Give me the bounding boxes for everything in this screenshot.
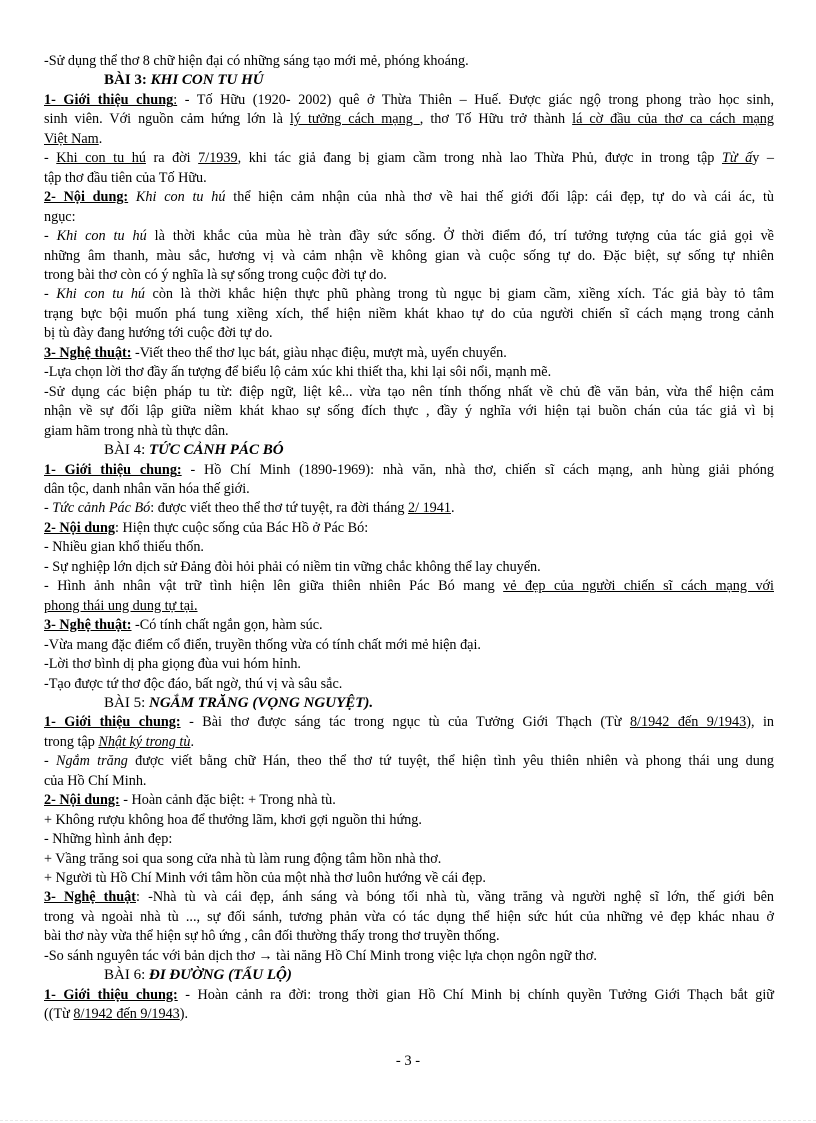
bai5-noidung-label: 2- Nội dung: (44, 792, 120, 809)
bai3-noidung-line2: ngục: (44, 208, 76, 225)
bai4-nghethuat-line1: 3- Nghệ thuật: -Có tính chất ngắn gọn, hàm súc. (44, 617, 323, 634)
right-arrow-icon: → (258, 947, 273, 964)
bai4-noidung-line1: 2- Nội dung: Hiện thực cuộc sống của Bác Hồ ở Pác Bó: (44, 519, 369, 536)
bai3-noidung-line5: trong bài thơ còn có ý nghĩa là sự sống trong cuộc đời tự do. (44, 266, 387, 283)
bai3-gioithieu-line4: - Khi con tu hú ra đời 7/1939, khi tác giả đang bị giam cầm trong nhà lao Thừa Phủ, được in trong tập Từ ấy – (44, 150, 774, 167)
bai6-gioithieu-line1: 1- Giới thiệu chung: - Hoàn cảnh ra đời: trong thời gian Hồ Chí Minh bị chính quyền Tưởng Giới Thạch bắt giữ (44, 986, 774, 1003)
bai3-gioithieu-line5: tập thơ đầu tiên của Tố Hữu. (44, 169, 207, 186)
bai3-noidung-label: 2- Nội dung: (44, 189, 129, 206)
bai5-noidung-line5: + Người tù Hồ Chí Minh với tâm hồn của một nhà thơ luôn hướng về cái đẹp. (44, 870, 486, 887)
bai5-noidung-line3: - Những hình ảnh đẹp: (44, 831, 173, 848)
page-bottom-divider (0, 1120, 816, 1121)
bai3-gioithieu-line1: 1- Giới thiệu chung: - Tố Hữu (1920- 2002) quê ở Thừa Thiên – Huế. Được giác ngộ trong phong trào học sinh, (44, 91, 774, 108)
bai4-noidung-line3: - Sự nghiệp lớn dịch sử Đảng đòi hỏi phải có niềm tin vững chắc không thể lay chuyển. (44, 558, 541, 575)
bai3-heading: BÀI 3: KHI CON TU HÚ (104, 72, 264, 89)
bai3-noidung-line8: bị tù đày đang hướng tới cuộc đời tự do. (44, 325, 273, 342)
bai4-nghethuat-label: 3- Nghệ thuật: (44, 617, 132, 634)
bai3-gioithieu-line2: sinh viên. Với nguồn cảm hứng lớn là lý tưởng cách mạng , thơ Tố Hữu trở thành lá cờ đầu của thơ ca cách mạng (44, 111, 774, 128)
bai4-gioithieu-line1: 1- Giới thiệu chung: - Hồ Chí Minh (1890-1969): nhà văn, nhà thơ, chiến sĩ cách mạng, anh hùng giải phóng (44, 461, 774, 478)
bai5-nghethuat-line3: bài thơ này vừa thể hiện sự hô ứng , cân đối thường thấy trong thơ truyền thống. (44, 928, 500, 945)
page-number: - 3 - (395, 1053, 421, 1069)
bai4-noidung-line4: - Hình ảnh nhân vật trữ tình hiện lên giữa thiên nhiên Pác Bó mang vẻ đẹp của người chiến sĩ cách mạng với (44, 578, 774, 595)
bai3-noidung-line6: - Khi con tu hú còn là thời khắc hiện thực phũ phàng trong tù ngục bị giam cầm, xiềng xích. Tác giả bày tỏ tâm (44, 286, 774, 303)
bai4-heading: BÀI 4: TỨC CẢNH PÁC BÓ (104, 442, 284, 459)
bai5-noidung-line1: 2- Nội dung: - Hoàn cảnh đặc biệt: + Trong nhà tù. (44, 792, 336, 809)
bai3-noidung-line4: những âm thanh, màu sắc, hương vị và cảm nhận về không gian và cuộc sống tự do. Đặc biệt, sự sống tự nhiên (44, 247, 774, 264)
bai3-gioithieu-line3: Việt Nam. (44, 130, 103, 147)
bai5-nghethuat-line2: trong và ngoài nhà tù ..., sự đối sánh, tương phản vừa có tác dụng thể hiện sức hút của những vẻ đẹp khác nhau ở (44, 908, 774, 925)
bai5-gioithieu-line2: trong tập Nhật ký trong tù. (44, 733, 195, 750)
bai3-gioithieu-label: 1- Giới thiệu chung (44, 91, 174, 108)
bai4-nghethuat-line3: -Lời thơ bình dị pha giọng đùa vui hóm hỉnh. (44, 656, 301, 673)
bai3-nghethuat-line2: -Lựa chọn lời thơ đầy ấn tượng để biểu lộ cảm xúc khi thiết tha, khi lại sôi nổi, mạnh mẽ. (44, 364, 552, 381)
bai3-nghethuat-label: 3- Nghệ thuật: (44, 344, 132, 361)
bai6-gioithieu-line2: ((Từ 8/1942 đến 9/1943). (44, 1006, 189, 1023)
bai3-nghethuat-line1: 3- Nghệ thuật: -Viết theo thể thơ lục bát, giàu nhạc điệu, mượt mà, uyển chuyển. (44, 344, 507, 361)
bai5-gioithieu-label: 1- Giới thiệu chung: (44, 714, 181, 731)
bai5-nghethuat-line1: 3- Nghệ thuật: -Nhà tù và cái đẹp, ánh sáng và bóng tối nhà tù, vầng trăng và người nghệ sĩ lớn, thế giới bên (44, 889, 774, 906)
bai3-nghethuat-line5: giam hãm trong nhà tù thực dân. (44, 422, 229, 439)
bai4-nghethuat-line4: -Tạo được tứ thơ độc đáo, bất ngờ, thú vị và sâu sắc. (44, 675, 343, 692)
bai5-nghethuat-line4: -So sánh nguyên tác với bản dịch thơ → tài năng Hồ Chí Minh trong việc lựa chọn ngôn ngữ thơ. (44, 947, 597, 964)
bai3-noidung-line3: - Khi con tu hú là thời khắc của mùa hè tràn đầy sức sống. Ở thời điểm đó, trí tưởng tượng của tác giả gọi về (44, 228, 774, 245)
bai4-noidung-label: 2- Nội dung (44, 519, 115, 536)
bai4-gioithieu-line2: dân tộc, danh nhân văn hóa thế giới. (44, 480, 250, 497)
bai5-nghethuat-label: 3- Nghệ thuật (44, 889, 136, 906)
bai5-noidung-line2: + Không rượu không hoa để thưởng lãm, khơi gợi nguồn thi hứng. (44, 811, 422, 828)
bai5-noidung-line4: + Vầng trăng soi qua song cửa nhà tù làm rung động tâm hồn nhà thơ. (44, 850, 442, 867)
bai5-gioithieu-line1: 1- Giới thiệu chung: - Bài thơ được sáng tác trong ngục tù của Tưởng Giới Thạch (Từ 8/1942 đến 9/1943), in (44, 714, 775, 731)
bai3-nghethuat-line3: -Sử dụng các biện pháp tu từ: điệp ngữ, liệt kê... vừa tạo nên tính thống nhất về chủ đề văn bản, vừa thể hiện cảm (44, 383, 774, 400)
bai6-gioithieu-label: 1- Giới thiệu chung: (44, 986, 178, 1003)
bai4-nghethuat-line2: -Vừa mang đặc điểm cổ điển, truyền thống vừa có tính chất mới mẻ hiện đại. (44, 636, 481, 653)
bai3-noidung-line1: 2- Nội dung: Khi con tu hú thể hiện cảm nhận của nhà thơ về hai thế giới đối lập: cái đẹp, tự do và cái ác, tù (44, 189, 775, 206)
bai5-gioithieu-line3: - Ngắm trăng được viết bằng chữ Hán, theo thể thơ tứ tuyệt, thể hiện tình yêu thiên nhiên và phong thái ung dung (44, 753, 774, 770)
bai5-gioithieu-line4: của Hồ Chí Minh. (44, 772, 147, 789)
bai5-heading: BÀI 5: NGẮM TRĂNG (VỌNG NGUYỆT). (104, 694, 374, 711)
bai4-noidung-line2: - Nhiều gian khổ thiếu thốn. (44, 539, 204, 556)
bai4-gioithieu-label: 1- Giới thiệu chung (44, 461, 177, 478)
bai4-gioithieu-line3: - Tức cảnh Pác Bó: được viết theo thể thơ tứ tuyệt, ra đời tháng 2/ 1941. (44, 500, 455, 517)
document-page (44, 52, 774, 1025)
bai4-noidung-line5: phong thái ung dung tự tại. (44, 597, 198, 614)
intro-line: -Sử dụng thể thơ 8 chữ hiện đại có những sáng tạo mới mẻ, phóng khoáng. (44, 53, 469, 69)
bai6-heading: BÀI 6: ĐI ĐƯỜNG (TẨU LỘ) (104, 967, 292, 984)
bai3-noidung-line7: trạng bực bội muốn phá tung xiềng xích, thể hiện niềm khát khao tự do của người chiến sĩ cách mạng trong cảnh (44, 305, 774, 322)
bai3-nghethuat-line4: nhận về sự đối lập giữa niềm khát khao sự sống đích thực , đầy ý nghĩa với hiện tại buồn chán của tác giả vì bị (44, 403, 774, 420)
